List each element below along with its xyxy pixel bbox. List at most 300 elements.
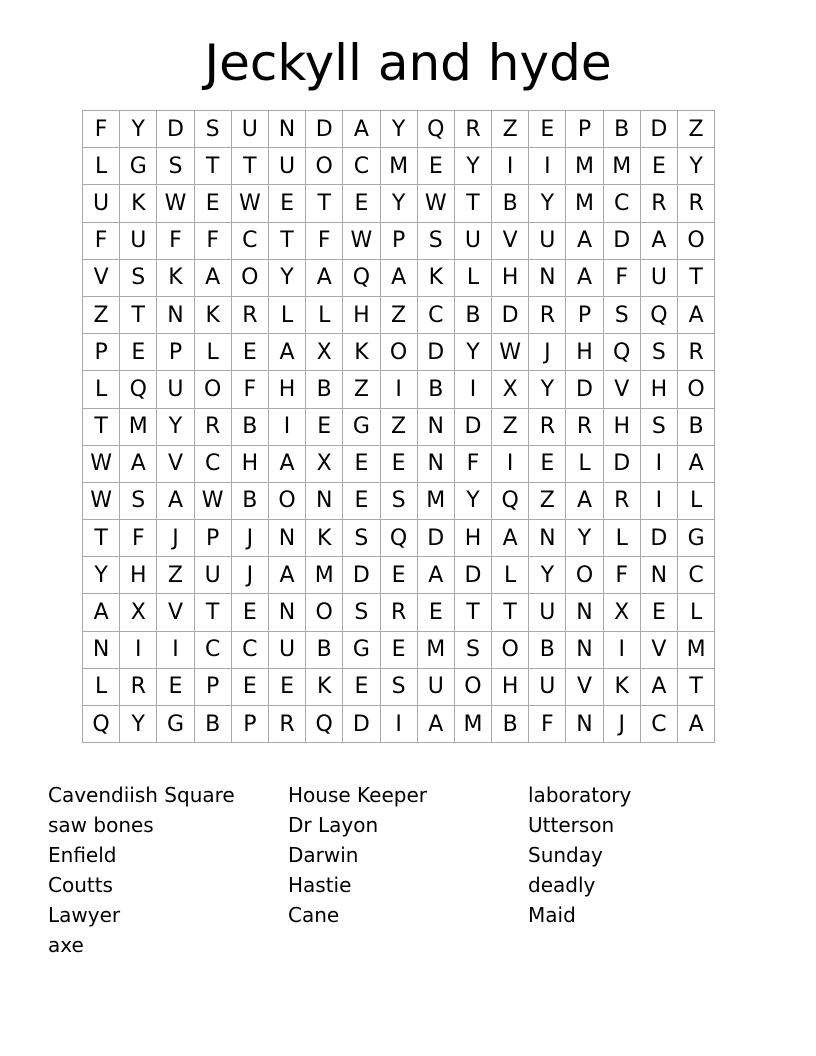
grid-cell: E: [380, 445, 417, 482]
grid-cell: I: [120, 631, 157, 668]
grid-row: [83, 557, 715, 594]
grid-cell: E: [120, 334, 157, 371]
grid-cell: E: [343, 185, 380, 222]
grid-cell: S: [380, 668, 417, 705]
grid-cell: Z: [529, 482, 566, 519]
grid-cell: M: [417, 482, 454, 519]
grid-cell: M: [454, 706, 491, 743]
grid-cell: U: [529, 594, 566, 631]
grid-cell: N: [306, 482, 343, 519]
grid-cell: A: [566, 222, 603, 259]
grid-cell: A: [343, 111, 380, 148]
grid-cell: E: [417, 594, 454, 631]
grid-cell: Z: [492, 408, 529, 445]
grid-cell: T: [306, 185, 343, 222]
grid-cell: A: [120, 445, 157, 482]
grid-cell: E: [343, 668, 380, 705]
grid-cell: R: [603, 482, 640, 519]
grid-cell: P: [194, 520, 231, 557]
grid-cell: P: [194, 668, 231, 705]
grid-cell: B: [417, 371, 454, 408]
grid-cell: Y: [83, 557, 120, 594]
grid-cell: R: [380, 594, 417, 631]
grid-cell: I: [492, 445, 529, 482]
grid-cell: Z: [678, 111, 715, 148]
grid-cell: X: [492, 371, 529, 408]
grid-cell: C: [417, 296, 454, 333]
grid-cell: A: [417, 557, 454, 594]
grid-cell: O: [678, 222, 715, 259]
grid-cell: S: [120, 482, 157, 519]
grid-row: [83, 111, 715, 148]
grid-cell: E: [380, 631, 417, 668]
grid-cell: Q: [343, 259, 380, 296]
grid-cell: U: [157, 371, 194, 408]
grid-cell: M: [380, 148, 417, 185]
grid-cell: Z: [157, 557, 194, 594]
grid-cell: C: [231, 631, 268, 668]
grid-cell: L: [603, 520, 640, 557]
grid-cell: N: [268, 594, 305, 631]
grid-cell: R: [194, 408, 231, 445]
grid-cell: Y: [120, 706, 157, 743]
grid-cell: F: [83, 222, 120, 259]
word-list-item: laboratory: [528, 783, 632, 807]
grid-cell: C: [194, 631, 231, 668]
puzzle-title: Jeckyll and hyde: [204, 34, 612, 92]
grid-cell: F: [603, 557, 640, 594]
grid-cell: K: [343, 334, 380, 371]
grid-cell: Y: [454, 482, 491, 519]
grid-cell: Y: [380, 111, 417, 148]
grid-cell: E: [231, 594, 268, 631]
grid-cell: U: [454, 222, 491, 259]
grid-cell: E: [268, 185, 305, 222]
grid-cell: X: [306, 445, 343, 482]
grid-cell: E: [640, 594, 677, 631]
grid-cell: F: [454, 445, 491, 482]
grid-cell: T: [194, 594, 231, 631]
grid-cell: L: [678, 594, 715, 631]
grid-cell: Y: [529, 371, 566, 408]
grid-cell: U: [231, 111, 268, 148]
grid-cell: E: [306, 408, 343, 445]
grid-row: [83, 259, 715, 296]
grid-cell: B: [231, 482, 268, 519]
grid-cell: T: [120, 296, 157, 333]
grid-cell: A: [566, 259, 603, 296]
word-list-item: House Keeper: [288, 783, 427, 807]
grid-cell: D: [492, 296, 529, 333]
word-list-item: Coutts: [48, 873, 113, 897]
grid-cell: W: [194, 482, 231, 519]
grid-cell: E: [231, 668, 268, 705]
grid-row: [83, 668, 715, 705]
grid-cell: M: [566, 185, 603, 222]
grid-cell: K: [417, 259, 454, 296]
grid-cell: F: [120, 520, 157, 557]
grid-cell: O: [306, 594, 343, 631]
grid-cell: F: [83, 111, 120, 148]
grid-cell: P: [83, 334, 120, 371]
grid-cell: H: [492, 259, 529, 296]
grid-cell: T: [678, 668, 715, 705]
grid-cell: A: [678, 445, 715, 482]
grid-cell: E: [380, 557, 417, 594]
grid-row: [83, 334, 715, 371]
grid-cell: K: [120, 185, 157, 222]
grid-cell: S: [343, 520, 380, 557]
grid-cell: B: [603, 111, 640, 148]
grid-cell: I: [603, 631, 640, 668]
grid-cell: N: [83, 631, 120, 668]
grid-cell: C: [194, 445, 231, 482]
grid-cell: K: [306, 668, 343, 705]
grid-row: [83, 371, 715, 408]
grid-cell: M: [306, 557, 343, 594]
grid-cell: I: [268, 408, 305, 445]
grid-cell: J: [231, 557, 268, 594]
grid-cell: E: [157, 668, 194, 705]
grid-cell: A: [83, 594, 120, 631]
grid-row: [83, 706, 715, 743]
grid-cell: D: [566, 371, 603, 408]
grid-cell: A: [268, 445, 305, 482]
grid-cell: U: [417, 668, 454, 705]
grid-cell: H: [120, 557, 157, 594]
grid-cell: Y: [454, 334, 491, 371]
grid-cell: N: [529, 520, 566, 557]
grid-cell: U: [194, 557, 231, 594]
grid-cell: Z: [343, 371, 380, 408]
grid-cell: F: [231, 371, 268, 408]
grid-cell: W: [231, 185, 268, 222]
grid-cell: D: [454, 408, 491, 445]
grid-cell: D: [603, 445, 640, 482]
grid-cell: E: [343, 445, 380, 482]
grid-cell: E: [529, 111, 566, 148]
grid-cell: H: [231, 445, 268, 482]
grid-cell: B: [529, 631, 566, 668]
grid-cell: R: [268, 706, 305, 743]
grid-cell: C: [678, 557, 715, 594]
grid-cell: U: [120, 222, 157, 259]
grid-row: [83, 296, 715, 333]
grid-cell: D: [343, 706, 380, 743]
grid-cell: H: [492, 668, 529, 705]
grid-cell: F: [194, 222, 231, 259]
grid-cell: T: [194, 148, 231, 185]
grid-cell: A: [640, 222, 677, 259]
grid-cell: W: [83, 445, 120, 482]
grid-cell: L: [678, 482, 715, 519]
grid-cell: E: [194, 185, 231, 222]
grid-cell: E: [529, 445, 566, 482]
grid-cell: T: [268, 222, 305, 259]
grid-cell: B: [678, 408, 715, 445]
grid-cell: L: [306, 296, 343, 333]
grid-cell: E: [268, 668, 305, 705]
grid-cell: N: [417, 445, 454, 482]
grid-row: [83, 631, 715, 668]
grid-cell: S: [343, 594, 380, 631]
grid-cell: U: [268, 148, 305, 185]
grid-cell: I: [529, 148, 566, 185]
grid-cell: S: [120, 259, 157, 296]
grid-cell: O: [566, 557, 603, 594]
grid-cell: J: [603, 706, 640, 743]
grid-cell: N: [640, 557, 677, 594]
grid-cell: F: [157, 222, 194, 259]
word-list-item: Cane: [288, 903, 340, 927]
grid-row: [83, 482, 715, 519]
word-list-item: Dr Layon: [288, 813, 379, 837]
grid-cell: W: [83, 482, 120, 519]
grid-cell: V: [83, 259, 120, 296]
grid-cell: T: [678, 259, 715, 296]
grid-cell: G: [343, 408, 380, 445]
grid-cell: D: [417, 520, 454, 557]
grid-cell: R: [640, 185, 677, 222]
grid-cell: S: [603, 296, 640, 333]
grid-cell: Y: [529, 557, 566, 594]
grid-cell: N: [529, 259, 566, 296]
grid-cell: J: [231, 520, 268, 557]
grid-cell: S: [380, 482, 417, 519]
grid-cell: J: [529, 334, 566, 371]
grid-cell: X: [603, 594, 640, 631]
grid-cell: N: [417, 408, 454, 445]
grid-cell: T: [83, 408, 120, 445]
grid-cell: A: [157, 482, 194, 519]
grid-cell: B: [231, 408, 268, 445]
grid-cell: M: [678, 631, 715, 668]
grid-cell: D: [603, 222, 640, 259]
grid-cell: I: [157, 631, 194, 668]
grid-row: [83, 594, 715, 631]
grid-cell: N: [268, 111, 305, 148]
grid-cell: N: [566, 706, 603, 743]
grid-cell: H: [640, 371, 677, 408]
grid-cell: Q: [640, 296, 677, 333]
grid-row: [83, 222, 715, 259]
grid-cell: Y: [380, 185, 417, 222]
grid-cell: D: [417, 334, 454, 371]
grid-cell: O: [454, 668, 491, 705]
grid-cell: L: [83, 148, 120, 185]
grid-cell: L: [83, 668, 120, 705]
grid-cell: J: [157, 520, 194, 557]
grid-cell: R: [529, 408, 566, 445]
grid-cell: A: [492, 520, 529, 557]
word-list-item: Hastie: [288, 873, 352, 897]
grid-cell: C: [231, 222, 268, 259]
word-list-item: Enfield: [48, 843, 117, 867]
grid-cell: W: [492, 334, 529, 371]
grid-cell: Q: [492, 482, 529, 519]
grid-cell: V: [157, 445, 194, 482]
grid-row: [83, 520, 715, 557]
grid-cell: R: [529, 296, 566, 333]
grid-cell: L: [83, 371, 120, 408]
grid-cell: S: [157, 148, 194, 185]
grid-cell: O: [231, 259, 268, 296]
grid-cell: P: [380, 222, 417, 259]
grid-cell: H: [603, 408, 640, 445]
grid-cell: O: [194, 371, 231, 408]
grid-cell: M: [417, 631, 454, 668]
grid-cell: T: [454, 594, 491, 631]
grid-cell: Q: [83, 706, 120, 743]
grid-cell: D: [343, 557, 380, 594]
grid-cell: Q: [603, 334, 640, 371]
grid-cell: E: [417, 148, 454, 185]
grid-cell: N: [566, 631, 603, 668]
grid-cell: U: [529, 668, 566, 705]
word-list: [48, 780, 768, 960]
grid-cell: H: [454, 520, 491, 557]
grid-cell: W: [343, 222, 380, 259]
word-list-item: Utterson: [528, 813, 615, 837]
grid-cell: Q: [417, 111, 454, 148]
grid-cell: D: [640, 520, 677, 557]
grid-cell: R: [454, 111, 491, 148]
grid-cell: Z: [83, 296, 120, 333]
grid-cell: I: [454, 371, 491, 408]
grid-cell: P: [231, 706, 268, 743]
grid-cell: U: [268, 631, 305, 668]
grid-cell: O: [306, 148, 343, 185]
grid-cell: O: [678, 371, 715, 408]
grid-cell: W: [157, 185, 194, 222]
grid-cell: Y: [157, 408, 194, 445]
grid-cell: Q: [380, 520, 417, 557]
grid-cell: B: [492, 185, 529, 222]
grid-row: [83, 148, 715, 185]
grid-cell: E: [640, 148, 677, 185]
grid-cell: R: [120, 668, 157, 705]
grid-cell: S: [454, 631, 491, 668]
grid-row: [83, 185, 715, 222]
grid-cell: R: [231, 296, 268, 333]
grid-cell: F: [306, 222, 343, 259]
grid-cell: B: [454, 296, 491, 333]
grid-cell: K: [603, 668, 640, 705]
grid-cell: B: [492, 706, 529, 743]
grid-cell: V: [492, 222, 529, 259]
word-search-grid: [82, 110, 715, 743]
grid-cell: U: [640, 259, 677, 296]
grid-cell: Y: [678, 148, 715, 185]
word-list-item: Sunday: [528, 843, 603, 867]
grid-cell: A: [678, 296, 715, 333]
grid-cell: N: [157, 296, 194, 333]
grid-cell: V: [603, 371, 640, 408]
grid-cell: D: [640, 111, 677, 148]
grid-cell: Q: [120, 371, 157, 408]
grid-cell: P: [157, 334, 194, 371]
grid-cell: I: [640, 445, 677, 482]
grid-cell: X: [120, 594, 157, 631]
grid-cell: A: [306, 259, 343, 296]
grid-cell: H: [566, 334, 603, 371]
grid-cell: A: [417, 706, 454, 743]
grid-cell: L: [492, 557, 529, 594]
grid-cell: O: [380, 334, 417, 371]
grid-cell: G: [343, 631, 380, 668]
grid-cell: A: [566, 482, 603, 519]
grid-cell: D: [157, 111, 194, 148]
word-list-item: Cavendiish Square: [48, 783, 235, 807]
grid-cell: A: [268, 334, 305, 371]
grid-cell: Y: [529, 185, 566, 222]
grid-cell: B: [306, 371, 343, 408]
grid-cell: T: [231, 148, 268, 185]
grid-cell: Y: [566, 520, 603, 557]
grid-cell: Y: [268, 259, 305, 296]
grid-cell: Q: [306, 706, 343, 743]
grid-cell: V: [157, 594, 194, 631]
grid-cell: T: [83, 520, 120, 557]
grid-cell: C: [640, 706, 677, 743]
grid-cell: G: [678, 520, 715, 557]
grid-cell: S: [640, 408, 677, 445]
grid-cell: S: [194, 111, 231, 148]
grid-cell: F: [529, 706, 566, 743]
grid-cell: P: [566, 111, 603, 148]
grid-cell: A: [678, 706, 715, 743]
grid-cell: X: [306, 334, 343, 371]
grid-cell: G: [157, 706, 194, 743]
grid-cell: D: [306, 111, 343, 148]
grid-cell: G: [120, 148, 157, 185]
grid-row: [83, 408, 715, 445]
grid-cell: A: [380, 259, 417, 296]
grid-cell: Y: [120, 111, 157, 148]
word-list-item: saw bones: [48, 813, 154, 837]
grid-cell: A: [268, 557, 305, 594]
grid-cell: Z: [492, 111, 529, 148]
grid-cell: L: [194, 334, 231, 371]
grid-cell: N: [268, 520, 305, 557]
grid-cell: K: [157, 259, 194, 296]
grid-cell: E: [231, 334, 268, 371]
grid-cell: C: [343, 148, 380, 185]
word-list-item: axe: [48, 933, 84, 957]
grid-cell: K: [194, 296, 231, 333]
word-list-item: Maid: [528, 903, 576, 927]
grid-row: [83, 445, 715, 482]
grid-cell: Z: [380, 408, 417, 445]
grid-cell: N: [566, 594, 603, 631]
grid-cell: O: [492, 631, 529, 668]
grid-cell: P: [566, 296, 603, 333]
word-list-item: Lawyer: [48, 903, 121, 927]
word-list-item: deadly: [528, 873, 596, 897]
grid-cell: R: [566, 408, 603, 445]
word-list-item: Darwin: [288, 843, 359, 867]
grid-cell: A: [640, 668, 677, 705]
grid-cell: F: [603, 259, 640, 296]
grid-cell: T: [454, 185, 491, 222]
grid-cell: S: [417, 222, 454, 259]
grid-cell: C: [603, 185, 640, 222]
grid-cell: Y: [454, 148, 491, 185]
grid-cell: U: [83, 185, 120, 222]
grid-cell: T: [492, 594, 529, 631]
grid-cell: Z: [380, 296, 417, 333]
grid-cell: R: [678, 334, 715, 371]
